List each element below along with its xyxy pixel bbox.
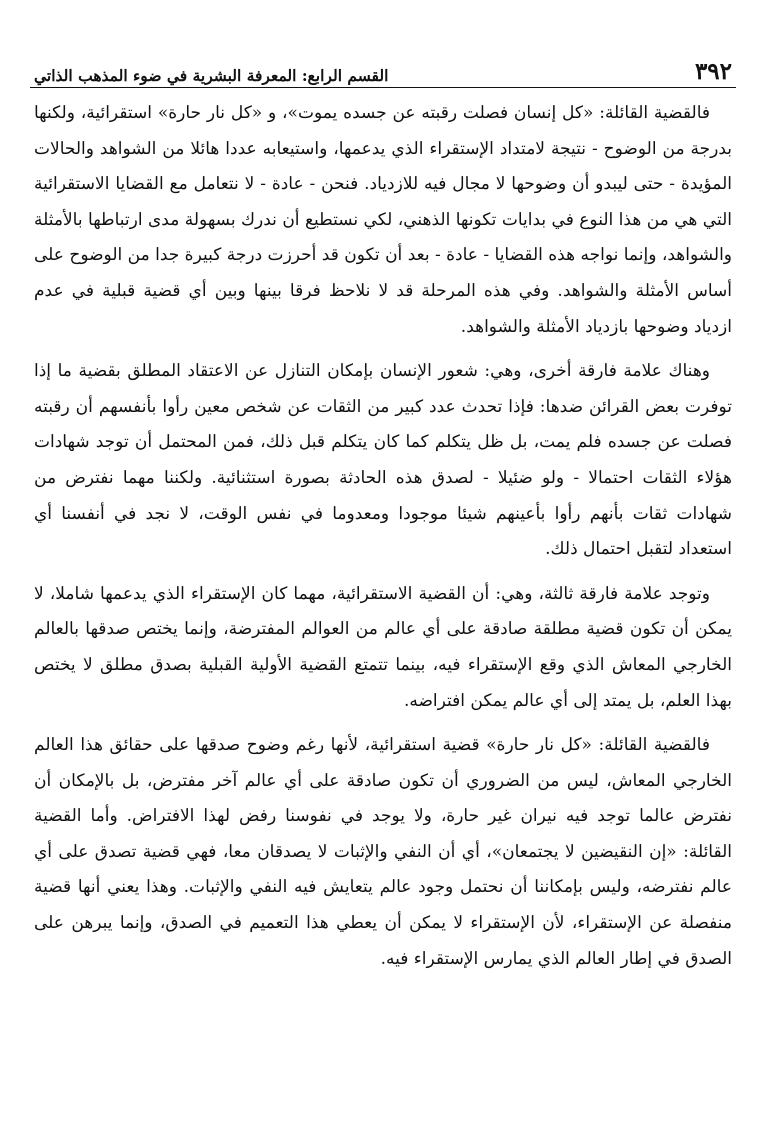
book-page <box>30 50 736 1110</box>
paragraph-3: وتوجد علامة فارقة ثالثة، وهي: أن القضية الاستقرائية، مهما كان الإستقراء الذي يدعمها شاملا، لا يمكن أن تكون قضية مطلقة صادقة على أي عالم من العوالم المفترضة، وإنما يختص صدقها بالعالم الخارجي المعاش الذي وقع الإستقراء فيه، بينما تتمتع القضية الأولية القبلية بصدق مطلق لا يختص بهذا العلم، بل يمتد إلى أي عالم يمكن افتراضه. <box>34 583 732 711</box>
paragraph-1: فالقضية القائلة: «كل إنسان فصلت رقبته عن جسده يموت»، و «كل نار حارة» استقرائية، ولكنها بدرجة من الوضوح - نتيجة لامتداد الإستقراء الذي يدعمها، واستيعابه عددا هائلا من الشواهد والحالات المؤيدة - حتى ليبدو أن وضوحها لا مجال فيه للازدياد. فنحن - عادة - لا نتعامل مع القضايا الاستقرائية التي هي من هذا النوع في بدايات تكونها الذهني، لكي نستطيع أن ندرك بسهولة مدى ارتباطها بالأمثلة والشواهد، وإنما نواجه هذه القضايا - عادة - بعد أن تكون قد أحرزت درجة كبيرة جدا من الوضوح على أساس الأمثلة والشواهد. وفي هذه المرحلة قد لا نلاحظ فرقا بينها وبين أي قضية قبلية في عدم ازدياد وضوحها بازدياد الأمثلة والشواهد. <box>34 103 732 337</box>
page-number: ٣٩٢ <box>694 58 732 85</box>
paragraph-2: وهناك علامة فارقة أخرى، وهي: شعور الإنسان بإمكان التنازل عن الاعتقاد المطلق بقضية ما إذا توفرت بعض القرائن ضدها: فإذا تحدث عدد كبير من الثقات عن شخص معين رأوا بأنفسهم أن رقبته فصلت عن جسده فلم يمت، بل ظل يتكلم كما كان يتكلم قبل ذلك، فمن المحتمل أن توجد شهادات هؤلاء الثقات احتمالا - ولو ضئيلا - لصدق هذه الحادثة بصورة استثنائية. ولكننا مهما نفترض من شهادات ثقات بأنهم رأوا بأعينهم شيئا موجودا ومعدوما في نفس الوقت، لا نجد في أنفسنا أي استعداد لتقبل احتمال ذلك. <box>34 361 732 560</box>
running-header <box>30 50 736 88</box>
paragraph-4: فالقضية القائلة: «كل نار حارة» قضية استقرائية، لأنها رغم وضوح صدقها على حقائق هذا العالم الخارجي المعاش، ليس من الضروري أن تكون صادقة على أي عالم آخر مفترض، بل بالإمكان أن نفترض عالما توجد فيه نيران غير حارة، ولا يوجد في نفوسنا رفض لهذا الافتراض. وأما القضية القائلة: «إن النقيضين لا يجتمعان»، أي أن النفي والإثبات لا يصدقان معا، فهي قضية تصدق على أي عالم نفترضه، وليس بإمكاننا أن نحتمل وجود عالم يتعايش فيه النفي والإثبات. وهذا يعني أنها قضية منفصلة عن الإستقراء، لأن الإستقراء لا يمكن أن يعطي هذا التعميم في الصدق، وإنما يبرهن على الصدق في إطار العالم الذي يمارس الإستقراء فيه. <box>34 735 732 969</box>
header-title: القسم الرابع: المعرفة البشرية في ضوء المذهب الذاتي <box>34 65 389 85</box>
body-text <box>30 96 736 977</box>
